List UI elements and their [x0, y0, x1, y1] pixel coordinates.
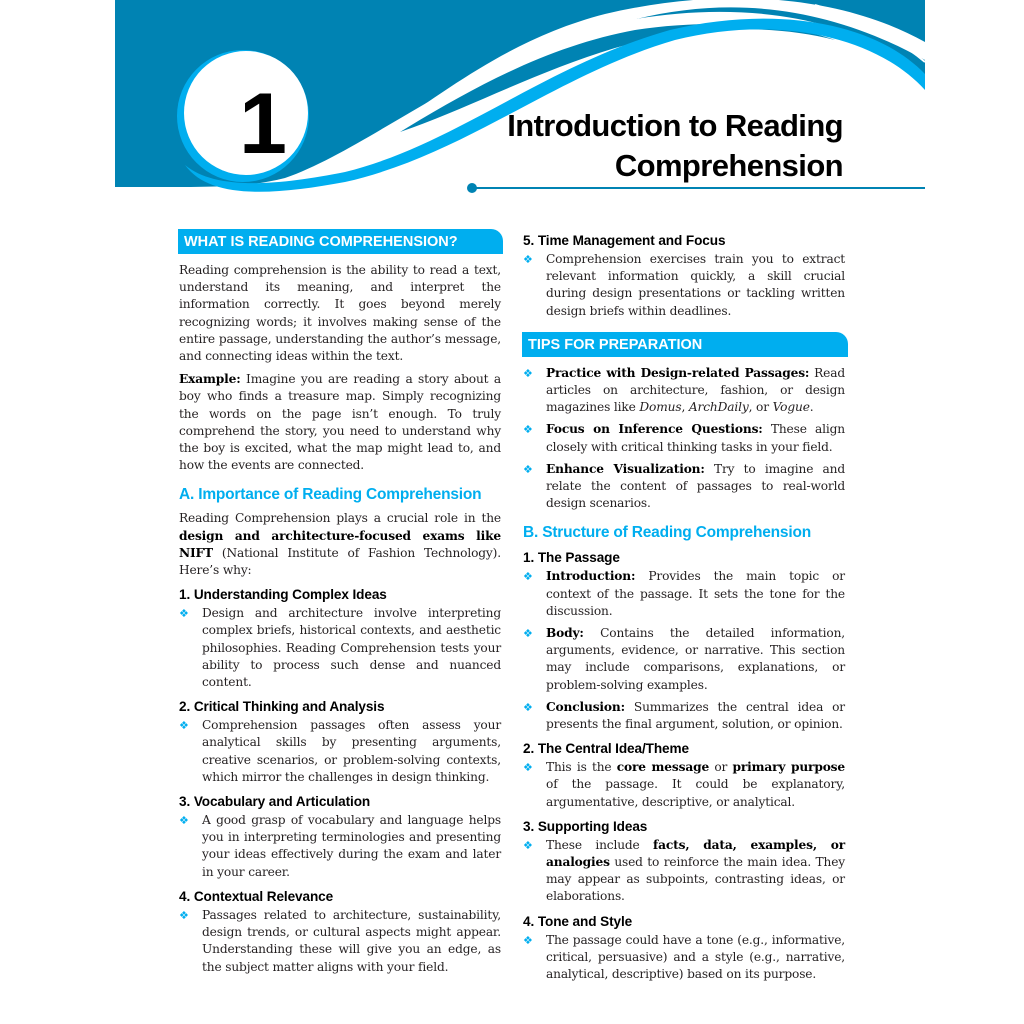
chapter-title-line1: Introduction to Reading: [507, 108, 843, 143]
text-span: This is the: [546, 760, 617, 775]
bold-span: design and architecture-focused exams like NIFT: [179, 528, 501, 560]
diamond-bullet-icon: ❖: [523, 700, 533, 714]
text-span: or: [709, 760, 733, 775]
diamond-bullet-icon: ❖: [523, 253, 533, 266]
bullet-text: The passage could have a tone (e.g., informative, critical, persuasive) and a style (e.g., narrative, analytical, descriptive) based on its purpose.: [546, 932, 845, 982]
text-span: Summarizes the central idea or presents the final argument, solution, or opinion.: [546, 699, 845, 732]
left-column: [179, 229, 501, 981]
bullet-text: A good grasp of vocabulary and language helps you in interpreting terminologies and presenting your ideas effectively during the exam and later in your career.: [202, 813, 501, 879]
list-item: [179, 812, 501, 881]
item-heading: 4. Contextual Relevance: [179, 888, 334, 904]
bold-span: Conclusion:: [546, 699, 625, 714]
list-item: [523, 461, 845, 513]
item-heading: 3. Vocabulary and Articulation: [179, 794, 371, 810]
bold-span: core message: [616, 760, 710, 775]
diamond-bullet-icon: ❖: [523, 423, 533, 437]
diamond-bullet-icon: ❖: [523, 570, 533, 584]
section-b-title: B. Structure of Reading Comprehension: [523, 524, 811, 542]
bold-span: primary purpose: [732, 760, 845, 775]
example-label: Example:: [179, 372, 241, 387]
chapter-title-line2: Comprehension: [614, 148, 843, 183]
item-heading: 3. Supporting Ideas: [523, 818, 648, 834]
section-banner-what-is: WHAT IS READING COMPREHENSION?: [178, 229, 503, 254]
list-item: [179, 605, 501, 691]
item-heading: 2. Critical Thinking and Analysis: [179, 699, 385, 715]
text-span: Reading Comprehension plays a crucial role in the: [179, 511, 501, 526]
item-heading: 1. Understanding Complex Ideas: [179, 587, 387, 603]
diamond-bullet-icon: ❖: [523, 462, 533, 476]
section-a-intro: [179, 510, 501, 579]
italic-span: Vogue: [772, 400, 810, 415]
bold-span: Body:: [546, 626, 584, 641]
list-item: [179, 717, 501, 786]
text-span: These include: [546, 837, 654, 852]
item-heading: 2. The Central Idea/Theme: [523, 741, 689, 757]
bold-span: Enhance Visualization:: [546, 461, 705, 476]
diamond-bullet-icon: ❖: [179, 719, 189, 733]
text-span: .: [809, 400, 814, 415]
item-heading: 5. Time Management and Focus: [523, 233, 726, 248]
diamond-bullet-icon: ❖: [179, 607, 189, 621]
list-item: [523, 365, 845, 417]
item-heading: 1. The Passage: [523, 550, 620, 566]
text-span: (National Institute of Fashion Technology). Here’s why:: [179, 545, 501, 578]
list-item: [523, 251, 845, 320]
text-span: These align closely with critical thinking tasks in your field.: [546, 422, 845, 454]
example-text: Imagine you are reading a story about a boy who finds a treasure map. Simply recognizing the words on the page isn’t enough. To truly comprehend the story, you need to understand why the boy is excited, what the map might lead to, and how the events are connected.: [179, 372, 501, 473]
bullet-text: Comprehension exercises train you to extract relevant information quickly, a skill crucial during design presentations or tackling written design briefs within deadlines.: [546, 252, 845, 318]
text-span: , or: [748, 400, 773, 415]
diamond-bullet-icon: ❖: [523, 761, 533, 775]
italic-span: ArchDaily: [688, 400, 749, 415]
list-item: [523, 759, 845, 811]
list-item: [523, 837, 845, 906]
diamond-bullet-icon: ❖: [523, 838, 533, 852]
bold-span: Focus on Inference Questions:: [546, 422, 763, 437]
chapter-header: [115, 0, 925, 200]
bullet-text: Comprehension passages often assess your analytical skills by presenting arguments, creative scenarios, or problem-solving contexts, which mirror the challenges in design thinking.: [202, 718, 501, 784]
diamond-bullet-icon: ❖: [179, 814, 189, 828]
diamond-bullet-icon: ❖: [179, 908, 189, 922]
intro-paragraph: Reading comprehension is the ability to read a text, understand its meaning, and interpret the information correctly. It goes beyond merely recognizing words; it involves making sense of the entire passage, understanding the author’s message, and connecting ideas within the text.: [179, 263, 501, 364]
text-span: of the passage. It could be explanatory, argumentative, descriptive, or analytical.: [546, 777, 845, 809]
list-item: [523, 932, 845, 984]
bullet-text: Design and architecture involve interpreting complex briefs, historical contexts, and aesthetic philosophies. Reading Comprehension tests your ability to process such dense and nuanced content.: [202, 606, 501, 690]
text-span: Try to imagine and relate the content of passages to real-world design scenarios.: [546, 461, 845, 511]
item-heading: 4. Tone and Style: [523, 913, 633, 929]
list-item: [179, 907, 501, 976]
bold-span: Practice with Design-related Passages:: [546, 365, 810, 380]
italic-span: Domus: [639, 400, 682, 415]
list-item: [523, 421, 845, 455]
section-banner-tips: TIPS FOR PREPARATION: [522, 332, 848, 357]
text-span: Read articles on architecture, fashion, or design magazines like: [546, 365, 845, 415]
diamond-bullet-icon: ❖: [523, 933, 533, 947]
chapter-number: 1: [239, 76, 283, 172]
bold-span: facts, data, examples, or analogies: [546, 837, 845, 870]
list-item: [523, 699, 845, 733]
text-span: ,: [681, 400, 689, 415]
bold-span: Introduction:: [546, 569, 636, 584]
list-item: [523, 625, 845, 694]
text-span: Contains the detailed information, arguments, evidence, or narrative. This section may include comparisons, explanations, or problem-solving examples.: [546, 626, 845, 692]
diamond-bullet-icon: ❖: [523, 627, 533, 641]
text-span: used to reinforce the main idea. They may appear as subpoints, contrasting ideas, or elaborations.: [546, 855, 845, 904]
bullet-text: Passages related to architecture, sustainability, design trends, or cultural aspects might appear. Understanding these will give you an edge, as the subject matter aligns with your field.: [202, 907, 501, 974]
example-paragraph: [179, 371, 501, 474]
chapter-title: [507, 106, 843, 186]
text-span: Provides the main topic or context of the passage. It sets the tone for the discussion.: [546, 569, 845, 618]
right-column: [523, 229, 845, 988]
diamond-bullet-icon: ❖: [523, 366, 533, 380]
list-item: [523, 568, 845, 620]
section-a-title: A. Importance of Reading Comprehension: [179, 486, 482, 504]
